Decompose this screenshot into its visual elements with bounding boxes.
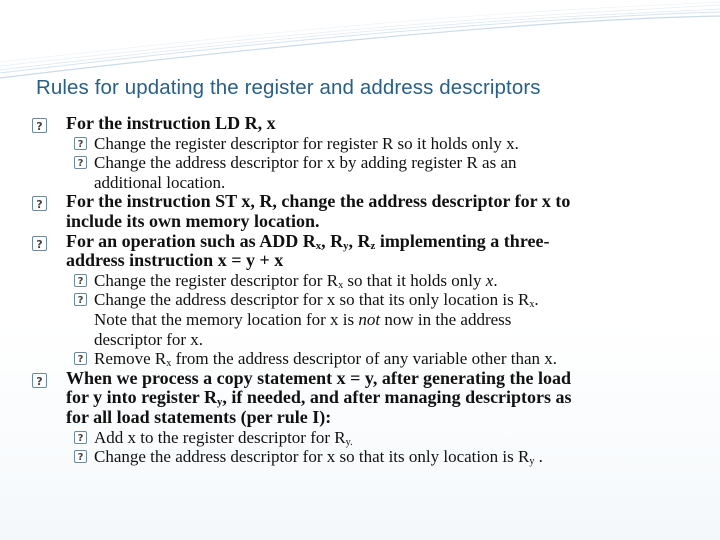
missing-glyph-box-icon (32, 196, 47, 211)
missing-glyph-box-icon (74, 274, 87, 287)
slide-body (32, 114, 692, 467)
missing-glyph-box-icon (32, 118, 47, 133)
missing-glyph-box-icon (74, 450, 87, 463)
missing-glyph-box-icon (32, 373, 47, 388)
sub-bullet-copy-1: ? Add x to the register descriptor for $R_{y.}$ (32, 428, 692, 448)
bullet-st: ? For the instruction ST x, R, change the address descriptor for x to include its own memory location. (32, 192, 692, 231)
missing-glyph-box-icon (32, 236, 47, 251)
sub-bullet-op-1: ? Change the register descriptor for $R_x$ so that it holds only x. (32, 271, 692, 291)
sub-bullet-op-2: ? Change the address descriptor for x so that its only location is $R_x$. Note that the memory location for x is not now in the address descriptor for x. (32, 290, 692, 349)
missing-glyph-box-icon (74, 431, 87, 444)
missing-glyph-box-icon (74, 352, 87, 365)
missing-glyph-box-icon (74, 156, 87, 169)
bullet-ld: ? For the instruction LD R, x (32, 114, 692, 134)
bullet-copy: ? When we process a copy statement x = y, after generating the load for y into register $R_y$, if needed, and after managing descriptors as for all load statements (per rule I): (32, 369, 692, 428)
sub-bullet-ld-1: ? Change the register descriptor for register R so it holds only x. (32, 134, 692, 154)
bullet-op: ? For an operation such as ADD $R_x$, $R_y$, $R_z$ implementing a three- address instruction x = y + x (32, 232, 692, 271)
slide-title: Rules for updating the register and address descriptors (36, 76, 541, 99)
sub-bullet-op-3: ? Remove $R_x$ from the address descriptor of any variable other than x. (32, 349, 692, 369)
sub-bullet-ld-2: ? Change the address descriptor for x by adding register R as an additional location. (32, 153, 692, 192)
missing-glyph-box-icon (74, 293, 87, 306)
sub-bullet-copy-2: ? Change the address descriptor for x so that its only location is $R_y$ . (32, 447, 692, 467)
missing-glyph-box-icon (74, 137, 87, 150)
